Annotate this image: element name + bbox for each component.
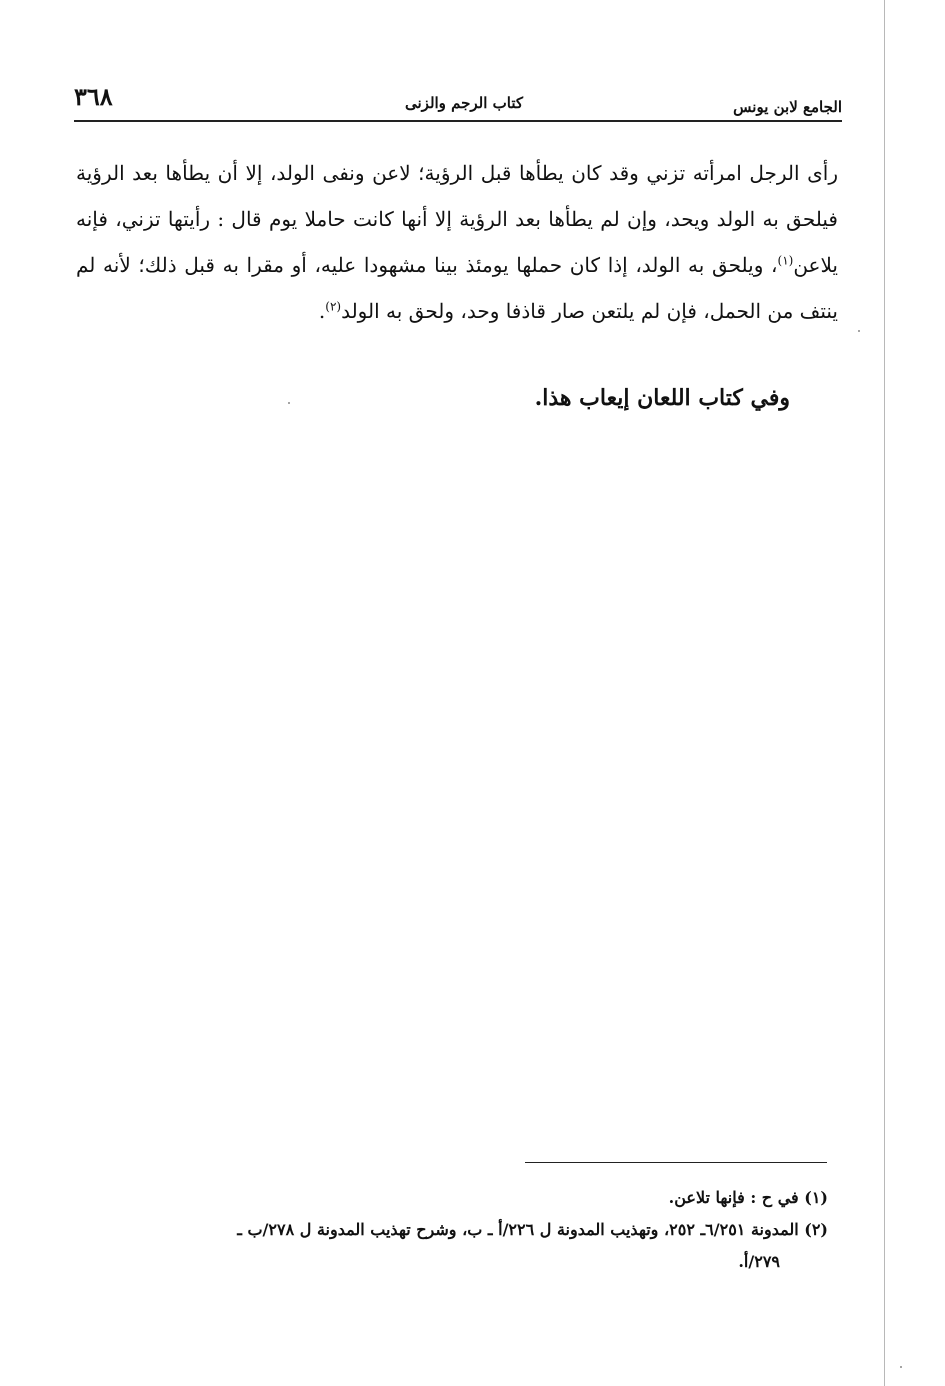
page-edge-line — [884, 0, 885, 1386]
footnote-ref-1: (١) — [777, 253, 794, 268]
closing-sentence: وفي كتاب اللعان إيعاب هذا. — [534, 385, 790, 411]
paragraph-text — [76, 150, 838, 334]
footnote-2-continuation: ٢٧٩/أ. — [738, 1252, 780, 1271]
footnote-2: (٢) المدونة ٦/٢٥١ـ ٢٥٢، وتهذيب المدونة ل ٢٢٦/أ ـ ب، وشرح تهذيب المدونة ل ٢٧٨/ب ـ — [237, 1220, 828, 1239]
main-paragraph — [76, 150, 838, 334]
footnote-ref-2: (٢) — [325, 299, 342, 314]
scan-speck — [900, 1366, 902, 1368]
book-title: الجامع لابن يونس — [733, 98, 842, 116]
paragraph-part-2: ، ويلحق به الولد، إذا كان حملها يومئذ بينا مشهودا عليه، أو مقرا به قبل ذلك؛ لأنه لم ينتف من الحمل، فإن لم يلتعن صار قاذفا وحد، ولحق به الولد — [76, 253, 838, 323]
footnotes-section — [60, 1182, 828, 1278]
footnote-separator — [525, 1162, 827, 1163]
chapter-title: كتاب الرجم والزنى — [404, 94, 523, 112]
footnote-1: (١) في ح : فإنها تلاعن. — [668, 1188, 828, 1207]
scan-speck — [858, 330, 860, 332]
scan-speck — [288, 402, 290, 404]
paragraph-end: . — [318, 299, 326, 323]
header-rule — [74, 120, 842, 122]
paragraph-part-1: رأى الرجل امرأته تزني وقد كان يطأها قبل الرؤية؛ لاعن ونفى الولد، إلا أن يطأها بعد الرؤية فيلحق به الولد ويحد، وإن لم يطأها بعد الرؤية إلا أنها كانت حاملا يوم قال : رأيتها تزني، فإنه يلاعن — [76, 161, 838, 277]
page-header — [74, 82, 842, 118]
page-number: ٣٦٨ — [74, 82, 113, 111]
